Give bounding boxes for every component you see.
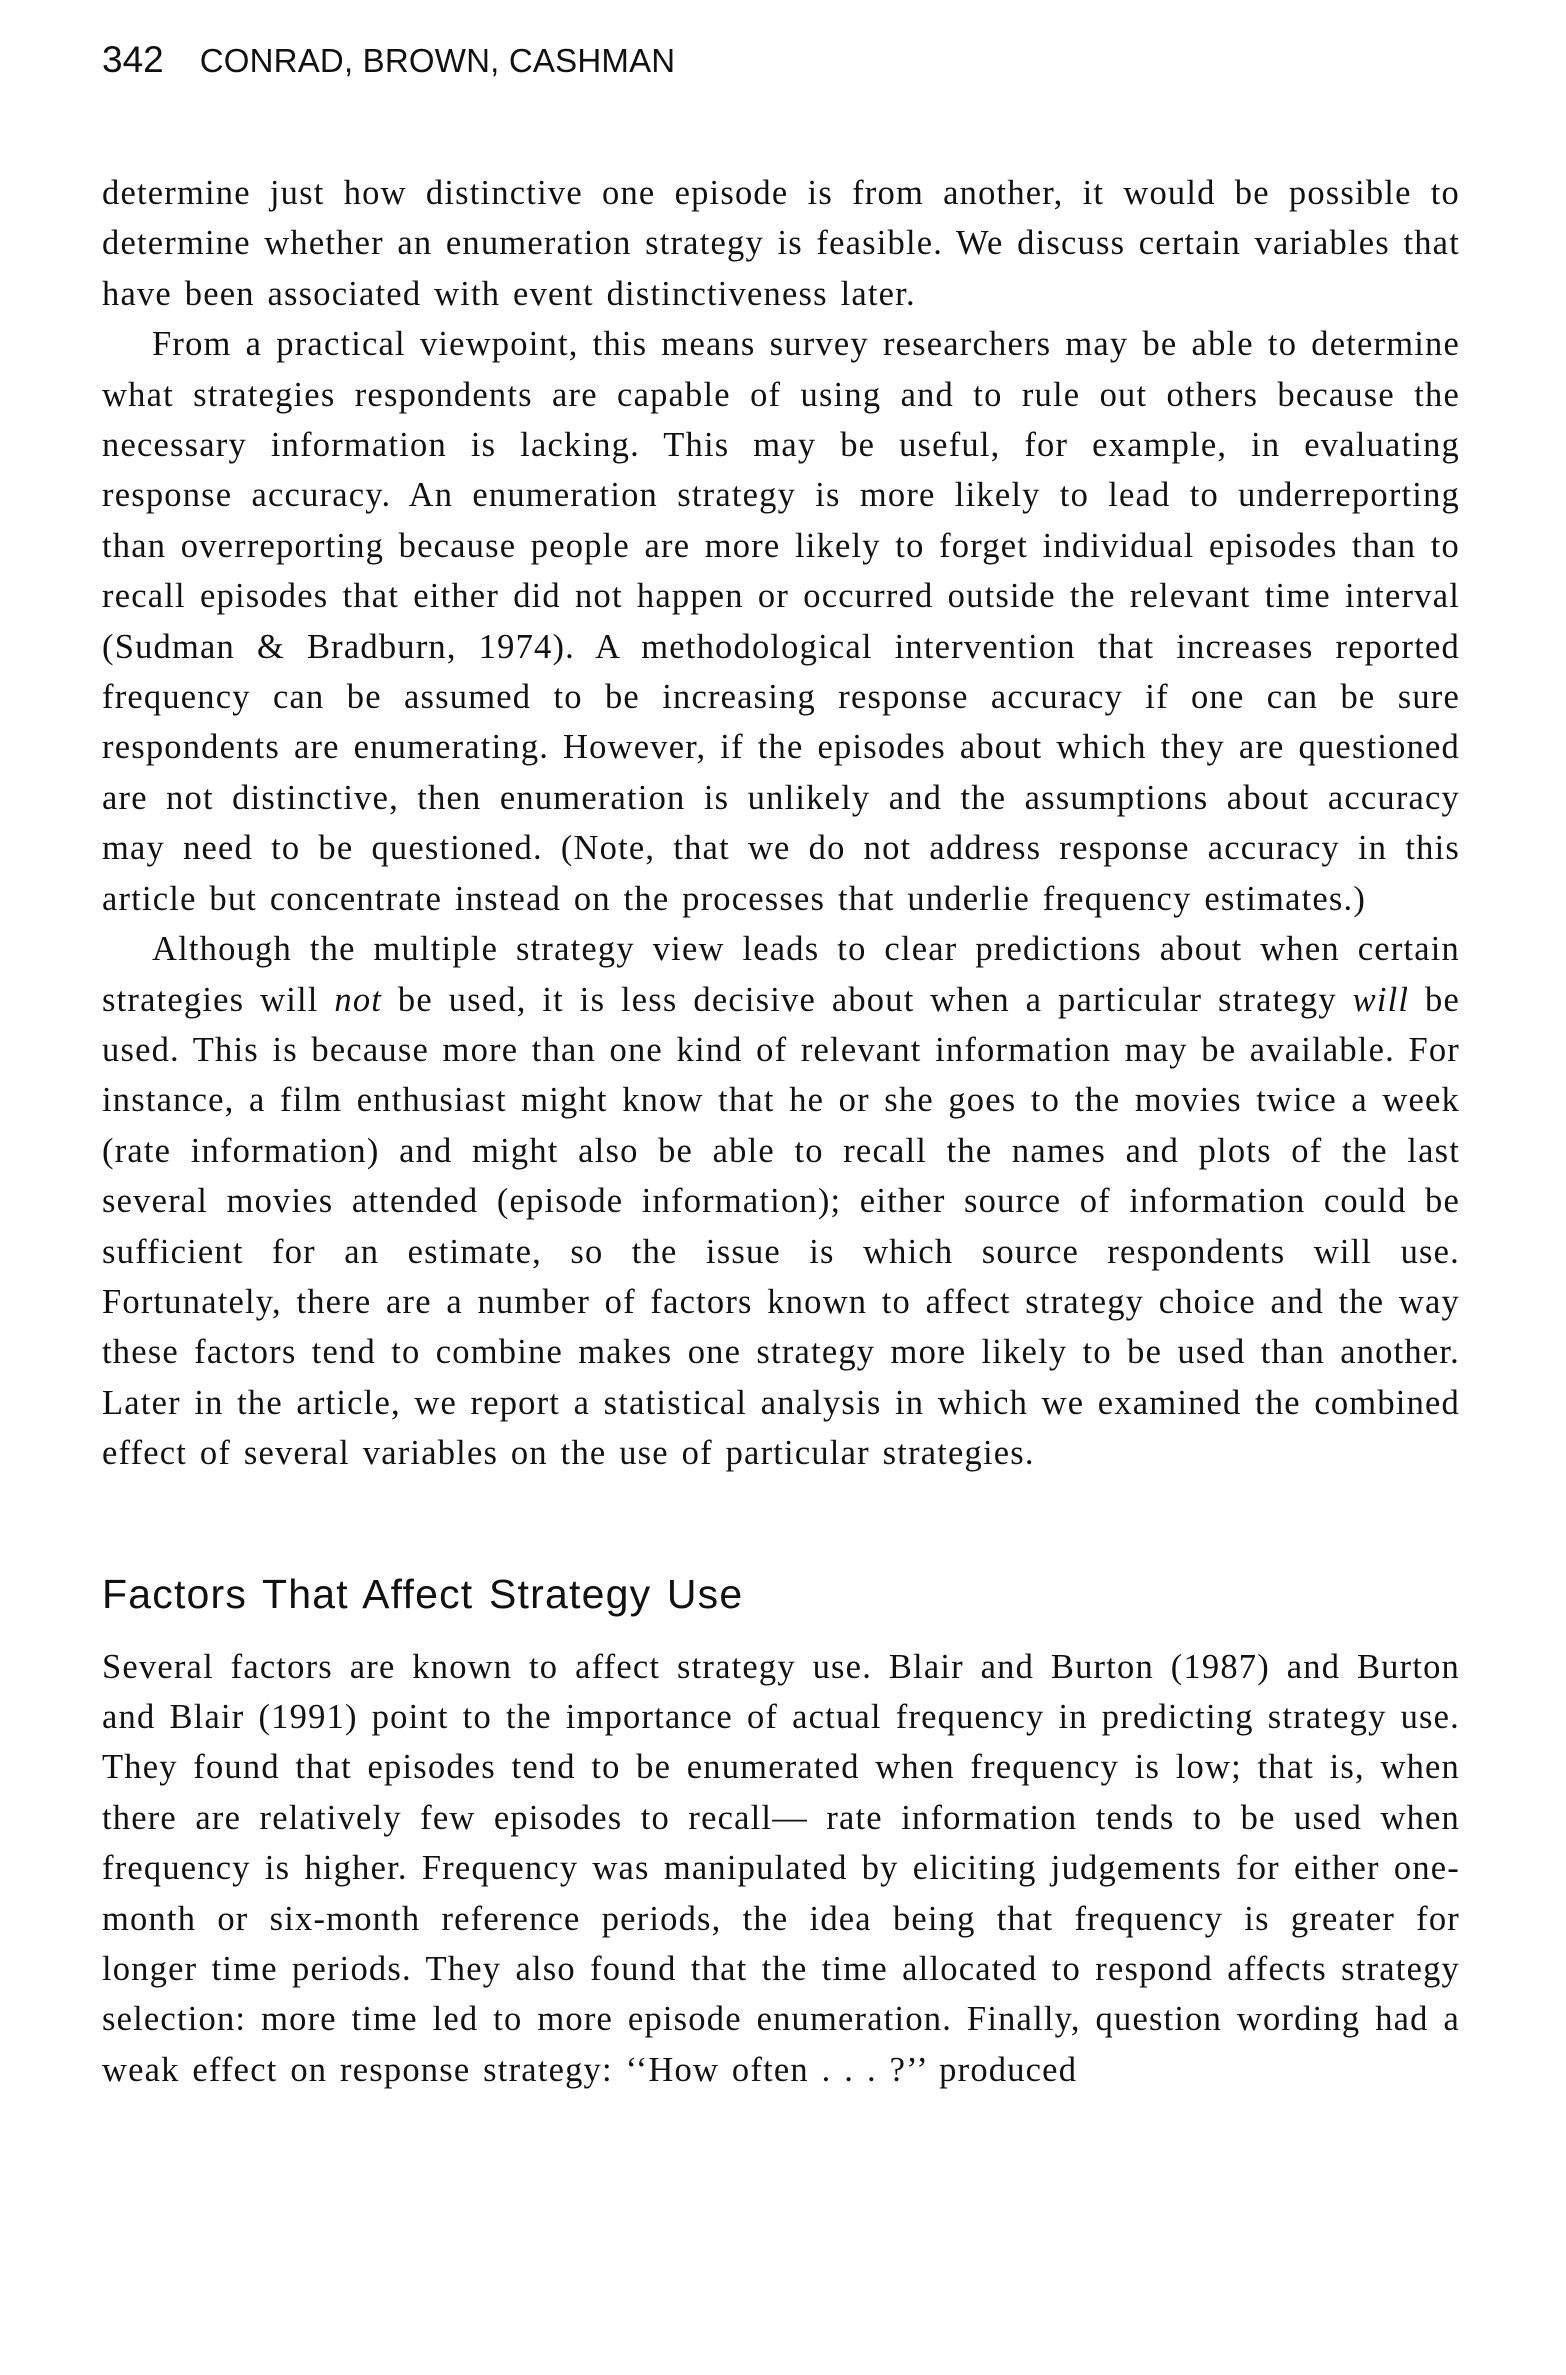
text-run: be used, it is less decisive about when a particular strategy [382,980,1353,1019]
paragraph-multiple-strategy [102,924,1460,1478]
paragraph-practical-viewpoint: From a practical viewpoint, this means survey researchers may be able to determine what strategies respondents are capable of using and to rule out others because the necessary information is lacking. This may be useful, for example, in evaluating response accuracy. An enumeration strategy is more likely to lead to underreporting than overreporting because people are more likely to forget individual episodes than to recall episodes that either did not happen or occurred outside the relevant time interval (Sudman & Bradburn, 1974). A methodological intervention that increases reported frequency can be assumed to be increasing response accuracy if one can be sure respondents are enumerating. However, if the episodes about which they are questioned are not distinctive, then enumeration is unlikely and the assumptions about accuracy may need to be questioned. (Note, that we do not address response accuracy in this article but concentrate instead on the processes that underlie frequency estimates.) [102,325,1460,918]
body-text [102,168,1460,2095]
text-run: be used. This is because more than one kind of relevant information may be available. For instance, a film enthusiast might know that he or she goes to the movies twice a week (rate information) and might also be able to recall the names and plots of the last several movies attended (episode information); either source of information could be sufficient for an estimate, so the issue is which source respondents will use. Fortunately, there are a number of factors known to affect strategy choice and the way these factors tend to combine makes one strategy more likely to be used than another. Later in the article, we report a statistical analysis in which we examined the combined effect of several variables on the use of particular strategies. [102,980,1460,1473]
paragraph-continued: determine just how distinctive one episode is from another, it would be possible to determine whether an enumeration strategy is feasible. We discuss certain variables that have been associated with event distinctiveness later. [102,174,1460,313]
emphasis-will: will [1352,980,1410,1019]
paragraph-factors: Several factors are known to affect strategy use. Blair and Burton (1987) and Burton and Blair (1991) point to the importance of actual frequency in predicting strategy use. They found that episodes tend to be enumerated when frequency is low; that is, when there are relatively few episodes to recall— rate information tends to be used when frequency is higher. Frequency was manipulated by eliciting judgements for either one-month or six-month reference periods, the idea being that frequency is greater for longer time periods. They also found that the time allocated to respond affects strategy selection: more time led to more episode enumeration. Finally, question wording had a weak effect on response strategy: ‘‘How often . . . ?’’ produced [102,1647,1460,2089]
author-names: CONRAD, BROWN, CASHMAN [199,42,676,79]
text-run: Although the multiple strategy view leads to clear predictions about when certain strategies will [102,930,1460,1019]
page [102,38,1460,2095]
running-head [102,38,1460,82]
emphasis-not: not [334,980,383,1019]
page-number: 342 [102,39,164,80]
section-heading: Factors That Affect Strategy Use [102,1570,744,1617]
